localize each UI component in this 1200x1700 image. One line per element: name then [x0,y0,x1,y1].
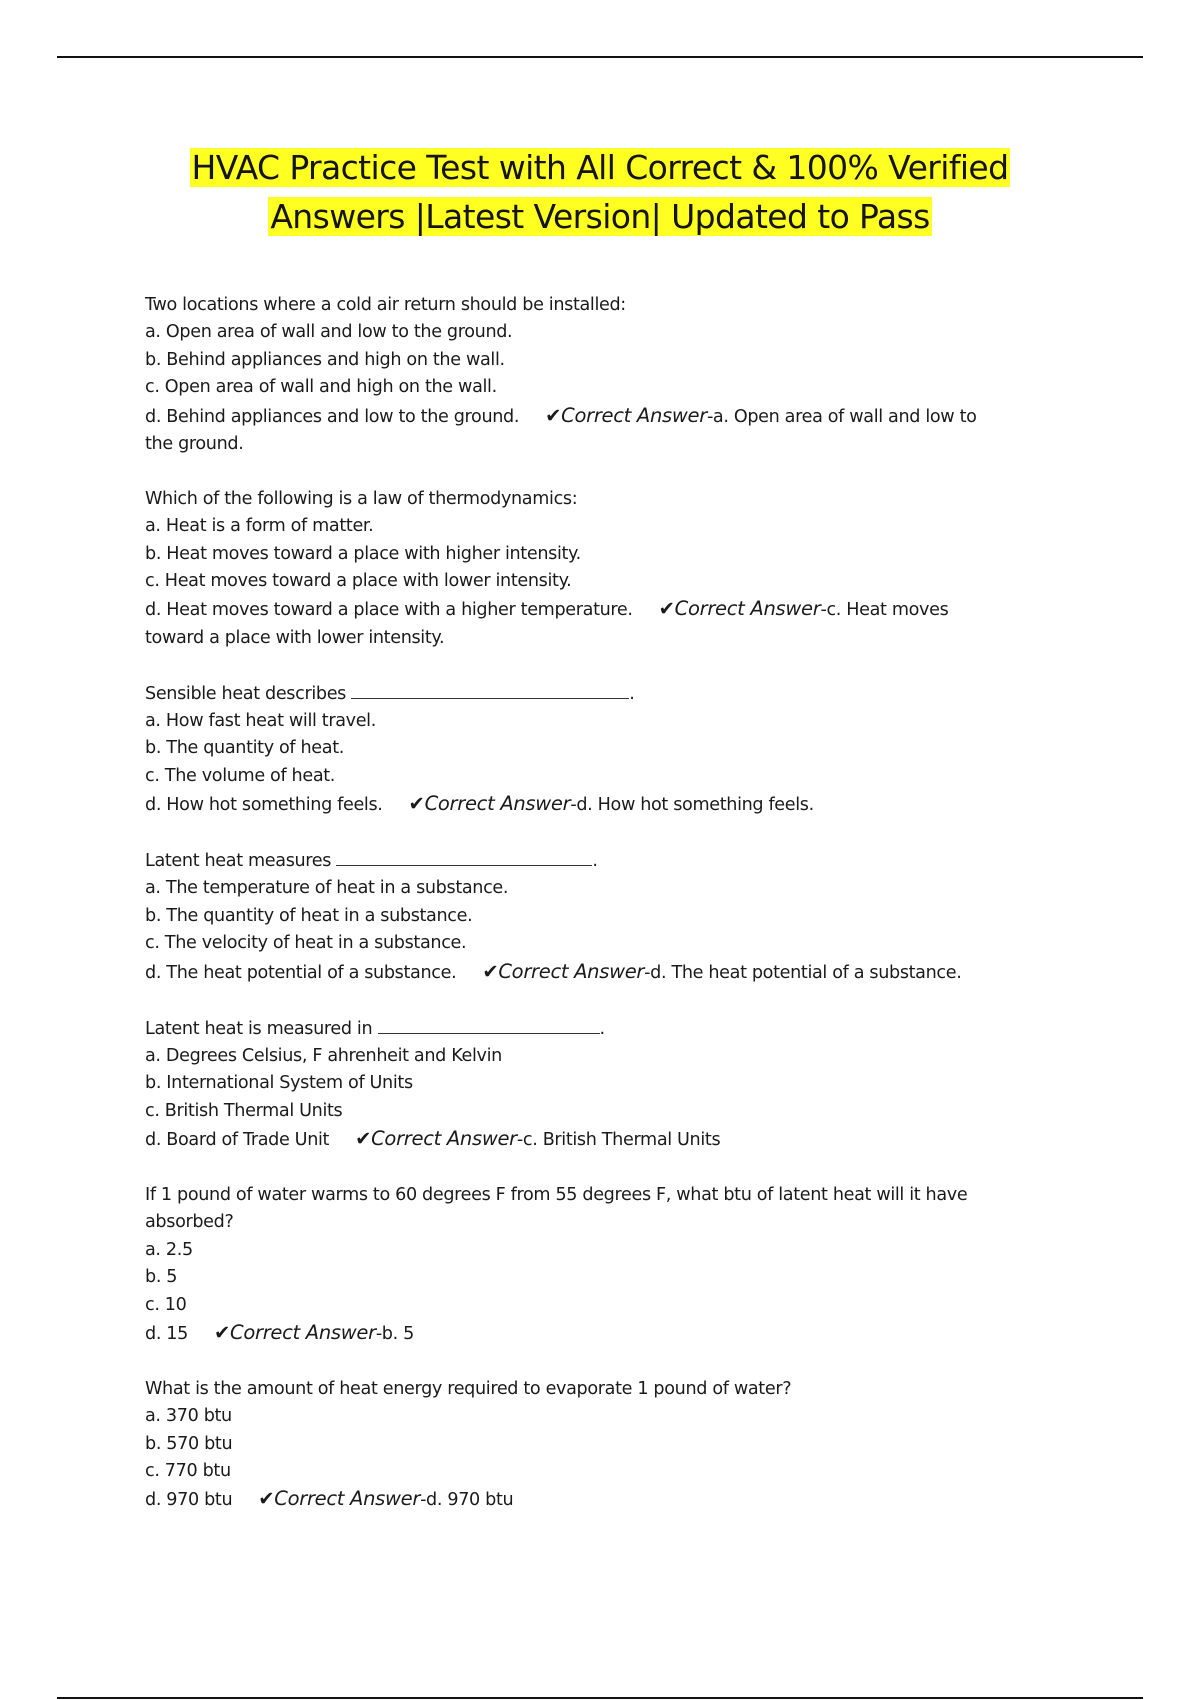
correct-answer-continuation: toward a place with lower intensity. [145,627,445,648]
option-d-with-answer [145,1319,1045,1348]
option-a: a. How fast heat will travel. [145,711,376,732]
option-d: d. Heat moves toward a place with a higher temperature. [145,600,633,621]
question-prompt: Latent heat measures [145,851,332,872]
question-block [145,847,1045,987]
option-d-with-answer [145,1125,1045,1154]
option-d-with-answer [145,790,1045,819]
option-d-with-answer [145,595,1045,624]
question-block [145,680,1045,820]
fill-in-blank [351,680,629,699]
option-b: b. Behind appliances and high on the wall. [145,349,505,370]
question-prompt-line [145,1015,1045,1043]
question-list [145,292,1045,1542]
question-prompt: What is the amount of heat energy required to evaporate 1 pound of water? [145,1378,792,1399]
fill-in-blank [336,847,592,866]
question-block [145,1182,1045,1348]
option-d-with-answer [145,402,1045,431]
option-d-with-answer [145,958,1045,987]
bottom-rule [57,1697,1143,1699]
option-d: d. 15 [145,1323,188,1344]
question-prompt: If 1 pound of water warms to 60 degrees F from 55 degrees F, what btu of latent heat will it have absorbed? [145,1184,968,1233]
option-c: c. Open area of wall and high on the wall. [145,377,497,398]
option-d: d. Board of Trade Unit [145,1130,330,1151]
correct-answer-marker: ✔Correct Answer [545,403,707,427]
correct-answer-marker: ✔Correct Answer [214,1320,376,1344]
correct-answer-text: -d. 970 btu [420,1490,514,1511]
option-b: b. 570 btu [145,1433,233,1454]
option-b: b. The quantity of heat in a substance. [145,905,473,926]
option-d: d. How hot something feels. [145,795,383,816]
document-title [0,143,1200,241]
option-a: a. The temperature of heat in a substance. [145,878,509,899]
option-a: a. 2.5 [145,1239,193,1260]
option-c: c. 10 [145,1294,187,1315]
correct-answer-text: -c. Heat moves [820,600,949,621]
question-prompt: Latent heat is measured in [145,1018,373,1039]
top-rule [57,56,1143,58]
question-prompt: Sensible heat describes [145,683,346,704]
correct-answer-text: -b. 5 [375,1323,414,1344]
prompt-period: . [599,1018,605,1039]
correct-answer-marker: ✔Correct Answer [258,1487,421,1511]
option-b: b. Heat moves toward a place with higher intensity. [145,543,581,564]
option-c: c. Heat moves toward a place with lower intensity. [145,571,572,592]
question-block [145,1015,1045,1155]
correct-answer-text: -c. British Thermal Units [516,1130,721,1151]
option-d: d. The heat potential of a substance. [145,962,457,983]
option-c: c. 770 btu [145,1460,231,1481]
prompt-period: . [629,683,635,704]
option-b: b. International System of Units [145,1073,413,1094]
question-prompt-line [145,847,1045,875]
correct-answer-continuation: the ground. [145,434,244,455]
option-a: a. 370 btu [145,1406,232,1427]
question-prompt-line [145,680,1045,708]
fill-in-blank [378,1015,600,1034]
question-block [145,486,1045,652]
correct-answer-marker: ✔Correct Answer [482,959,645,983]
option-b: b. 5 [145,1267,178,1288]
option-a: a. Open area of wall and low to the ground. [145,322,513,343]
correct-answer-text: -a. Open area of wall and low to [706,406,977,427]
question-block [145,1376,1045,1515]
option-a: a. Degrees Celsius, F ahrenheit and Kelvin [145,1045,502,1066]
prompt-period: . [592,851,598,872]
correct-answer-text: -d. How hot something feels. [570,795,814,816]
title-line-1: HVAC Practice Test with All Correct & 100% Verified [191,148,1009,187]
correct-answer-marker: ✔Correct Answer [408,792,571,816]
option-a: a. Heat is a form of matter. [145,516,374,537]
option-c: c. The velocity of heat in a substance. [145,933,467,954]
option-c: c. British Thermal Units [145,1100,343,1121]
correct-answer-marker: ✔Correct Answer [355,1127,517,1151]
option-c: c. The volume of heat. [145,765,336,786]
question-prompt: Two locations where a cold air return should be installed: [145,295,626,315]
correct-answer-marker: ✔Correct Answer [658,597,821,621]
title-line-2: Answers |Latest Version| Updated to Pass [270,197,930,236]
option-d-with-answer [145,1485,1045,1514]
correct-answer-text: -d. The heat potential of a substance. [644,962,962,983]
option-d: d. 970 btu [145,1490,233,1511]
option-d: d. Behind appliances and low to the ground. [145,406,520,427]
question-block [145,292,1045,458]
question-prompt: Which of the following is a law of thermodynamics: [145,488,578,509]
option-b: b. The quantity of heat. [145,738,345,759]
